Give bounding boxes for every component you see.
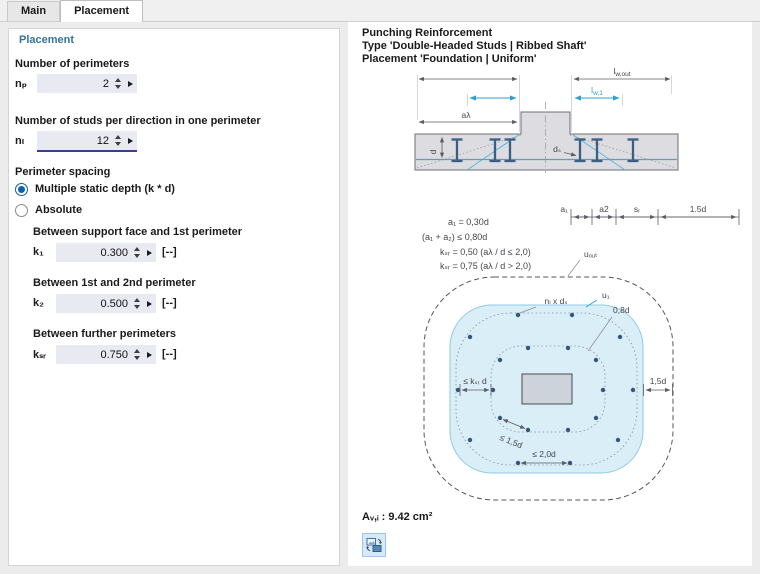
k2-input[interactable] — [56, 298, 131, 310]
strip-label-a1: a₁ — [560, 204, 568, 214]
radio-multiple-static-depth[interactable] — [15, 183, 28, 196]
np-section-label: Number of perimeters — [15, 58, 130, 70]
ksr-flyout-button[interactable] — [143, 352, 156, 358]
preview-title: Punching Reinforcement — [362, 27, 493, 39]
k1-unit: [--] — [162, 246, 177, 258]
tab-placement[interactable]: Placement — [60, 0, 143, 22]
radio-absolute-label[interactable]: Absolute — [35, 204, 83, 216]
dim-label-d: d — [428, 149, 438, 155]
dim-label-ds: dₛ — [553, 144, 561, 154]
punching-reinforcement-preview — [348, 22, 752, 566]
np-flyout-button[interactable] — [124, 81, 137, 87]
flyout-arrow-icon — [128, 138, 133, 144]
section-view — [415, 66, 678, 173]
ksr-unit: [--] — [162, 348, 177, 360]
preview-type-line: Type 'Double-Headed Studs | Ribbed Shaft' — [362, 40, 587, 52]
formula-a1a2: (a₁ + a₂) ≤ 0,80d — [422, 232, 488, 242]
spin-up-icon[interactable] — [134, 349, 140, 353]
flyout-arrow-icon — [128, 81, 133, 87]
spin-up-icon[interactable] — [115, 78, 121, 82]
nl-input[interactable] — [37, 135, 112, 147]
plan-view — [424, 249, 673, 500]
tab-strip — [0, 0, 760, 22]
np-spinner[interactable] — [112, 78, 124, 89]
spin-up-icon[interactable] — [134, 298, 140, 302]
nl-spinner[interactable] — [112, 135, 124, 146]
update-graphic-button[interactable] — [362, 533, 386, 557]
preview-placement-line: Placement 'Foundation | Uniform' — [362, 53, 537, 65]
dim-label-lw-1: $l_{w,1}$ — [591, 85, 603, 97]
k2-section-label: Between 1st and 2nd perimeter — [33, 277, 196, 289]
label-le-15d: ≤ 1,5d — [498, 432, 524, 451]
column-plan — [522, 374, 572, 404]
spin-down-icon[interactable] — [134, 356, 140, 360]
radio-multiple-label[interactable]: Multiple static depth (k * d) — [35, 183, 175, 195]
radio-absolute[interactable] — [15, 204, 28, 217]
label-nl-ds: nₗ x dₛ — [544, 296, 568, 306]
ksr-spinner[interactable] — [131, 349, 143, 360]
k1-input[interactable] — [56, 247, 131, 259]
formula-a1: a₁ = 0,30d — [448, 217, 489, 227]
nl-spinfield — [37, 131, 137, 152]
ksr-input[interactable] — [56, 349, 131, 361]
label-08d: 0,8d — [613, 305, 630, 315]
k1-symbol: k₁ — [33, 246, 44, 258]
dim-label-a-lambda: aλ — [461, 110, 471, 120]
spin-down-icon[interactable] — [134, 254, 140, 258]
strip-label-sr: sᵣ — [633, 204, 641, 214]
k2-flyout-button[interactable] — [143, 301, 156, 307]
label-le-20d: ≤ 2,0d — [532, 449, 556, 459]
spin-up-icon[interactable] — [134, 247, 140, 251]
formula-block — [422, 217, 531, 271]
flyout-arrow-icon — [147, 352, 152, 358]
k1-spinner[interactable] — [131, 247, 143, 258]
spin-down-icon[interactable] — [115, 142, 121, 146]
label-15d: 1,5d — [649, 376, 667, 386]
spacing-strip — [560, 204, 739, 225]
formula-ksr-050: kₛᵣ = 0,50 (aλ / d ≤ 2,0) — [440, 247, 531, 257]
spin-up-icon[interactable] — [115, 135, 121, 139]
formula-ksr-075: kₛᵣ = 0,75 (aλ / d > 2,0) — [440, 261, 532, 271]
k2-unit: [--] — [162, 297, 177, 309]
ksr-spinfield — [56, 345, 156, 364]
flyout-arrow-icon — [147, 250, 152, 256]
strip-label-a2: a2 — [599, 204, 609, 214]
tab-main[interactable]: Main — [7, 1, 60, 21]
np-input[interactable] — [37, 78, 112, 90]
placement-groupbox — [8, 28, 340, 566]
label-u-out: uₒᵤₜ — [584, 249, 598, 259]
k2-spinner[interactable] — [131, 298, 143, 309]
ksr-section-label: Between further perimeters — [33, 328, 177, 340]
update-graphic-icon — [366, 537, 382, 553]
spin-down-icon[interactable] — [134, 305, 140, 309]
nl-section-label: Number of studs per direction in one perimeter — [15, 115, 261, 127]
np-symbol: nₚ — [15, 78, 27, 90]
k2-symbol: k₂ — [33, 297, 45, 309]
np-spinfield — [37, 74, 137, 93]
k1-section-label: Between support face and 1st perimeter — [33, 226, 243, 238]
nl-symbol: nₗ — [15, 135, 25, 147]
ksr-symbol: kₛᵣ — [33, 349, 47, 361]
flyout-arrow-icon — [147, 301, 152, 307]
groupbox-title: Placement — [19, 34, 75, 46]
label-u1: u₁ — [602, 290, 610, 300]
k1-spinfield — [56, 243, 156, 262]
result-area-value: Aᵥ,ᵢ : 9.42 cm² — [362, 511, 433, 523]
reinforcement-diagram — [350, 60, 750, 510]
k2-spinfield — [56, 294, 156, 313]
spacing-label: Perimeter spacing — [15, 166, 111, 178]
label-ksr-d: ≤ kₛᵣ d — [463, 376, 487, 386]
dim-label-lw-out: $l_{w,out}$ — [613, 66, 631, 78]
strip-label-15d: 1.5d — [689, 204, 707, 214]
k1-flyout-button[interactable] — [143, 250, 156, 256]
spin-down-icon[interactable] — [115, 85, 121, 89]
nl-flyout-button[interactable] — [124, 138, 137, 144]
